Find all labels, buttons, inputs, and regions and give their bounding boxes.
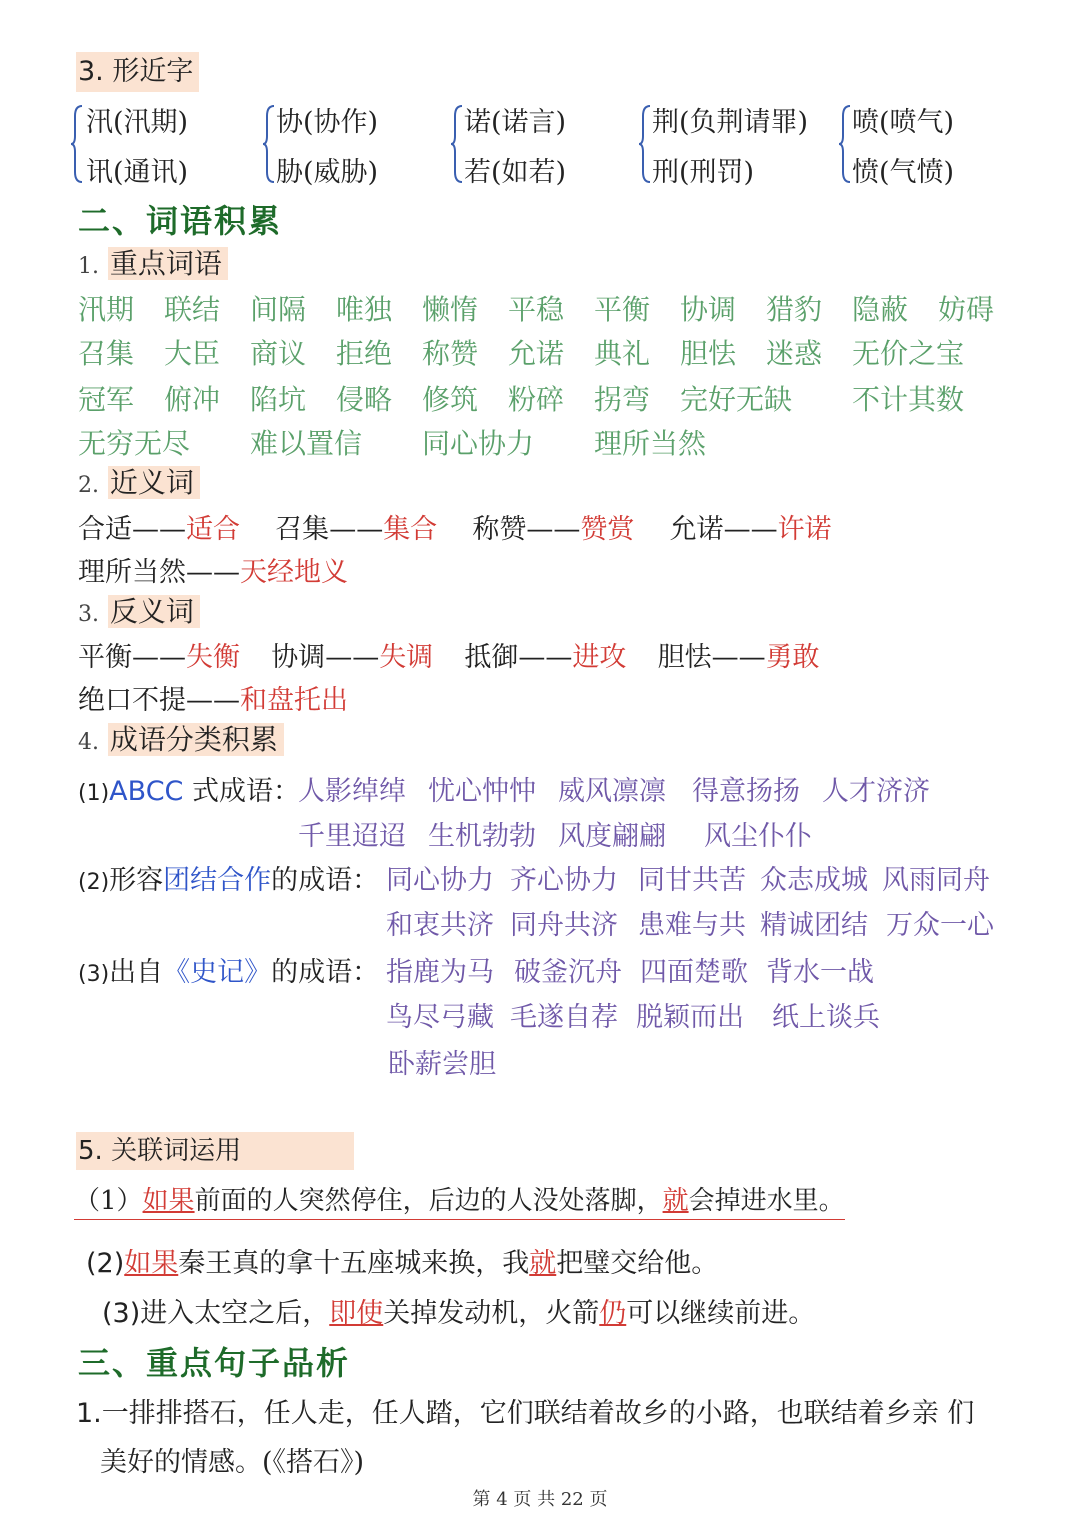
dash: —— [132,642,186,673]
word: 修筑 [422,383,479,416]
xjz-bottom: 胁(威胁) [276,157,379,188]
conj-word: 就 [529,1248,557,1279]
idiom: 得意扬扬 [692,776,800,807]
idiom: 同心协力 [386,865,494,896]
sub-heading-4 [78,720,284,763]
antonym-line [78,678,348,717]
heading-3: 三、重点句子品析 [78,1344,351,1382]
idiom: 和衷共济 [386,910,494,941]
sub-heading-5: 5. 关联词运用 [76,1132,354,1170]
cat-pre: 出自 [109,957,164,988]
idiom: 风度翩翩 [558,821,666,852]
cat-num: (3) [78,962,110,987]
brace-icon [638,104,652,184]
idiom: 生机勃勃 [428,821,536,852]
ant-word: 协调 [271,642,326,673]
cat-num: (1) [78,781,110,806]
sub-heading-3 [78,592,200,635]
word: 粉碎 [508,383,565,416]
dash: —— [723,514,778,545]
xjz-top: 诺(诺言) [464,107,567,138]
word: 侵略 [336,383,393,416]
dash: —— [518,642,573,673]
synonym-line [78,550,348,589]
word: 猎豹 [766,293,823,326]
idiom: 背水一战 [766,957,874,988]
conj-num: (3) [102,1298,141,1329]
idiom-cat-2-label [78,858,379,897]
word: 陷坑 [250,383,307,416]
word: 冠军 [78,383,135,416]
word: 同心协力 [422,427,535,460]
sub-num: 1. [78,254,99,279]
sub-num: 2. [78,473,99,498]
brace-icon [838,104,852,184]
cat-post: 的成语： [271,957,380,988]
word: 俯冲 [164,383,221,416]
heading-2: 二、词语积累 [78,202,283,240]
cat-label: 式成语： [192,776,300,807]
ant-word: 平衡 [78,642,132,673]
word: 典礼 [594,337,651,370]
dash: —— [526,514,581,545]
idiom: 纸上谈兵 [772,1002,880,1033]
word: 妨碍 [938,293,995,326]
sub-heading-2 [78,463,200,506]
conj-word: 就 [662,1186,689,1216]
dash: —— [186,557,240,588]
sentence-1-line1 [76,1391,974,1430]
ant-word: 绝口不提 [78,685,186,716]
word: 不计其数 [852,383,965,416]
idiom: 同舟共济 [510,910,618,941]
syn-word: 召集 [275,514,330,545]
xjz-top: 协(协作) [276,107,379,138]
word: 完好无缺 [680,383,793,416]
cat-num: (2) [78,870,110,895]
syn-answer: 集合 [383,514,438,545]
syn-answer: 赞赏 [580,514,635,545]
word: 拐弯 [594,383,651,416]
conj-text: 会掉进水里。 [688,1186,845,1216]
dash: —— [132,514,186,545]
conj-sentence-1 [74,1180,845,1220]
sentence-1-line2: 美好的情感。(《搭石》) [100,1447,365,1478]
word: 大臣 [164,337,221,370]
idiom: 人才济济 [822,776,930,807]
word: 联结 [164,293,221,326]
dash: —— [711,642,766,673]
word: 无穷无尽 [78,427,191,460]
conj-word: 即使 [329,1298,384,1329]
idiom: 脱颖而出 [636,1002,744,1033]
word: 平稳 [508,293,565,326]
idiom: 风尘仆仆 [704,821,812,852]
idiom: 威风凛凛 [558,776,666,807]
cat-pre: 形容 [109,865,164,896]
idiom: 风雨同舟 [882,865,990,896]
syn-word: 称赞 [472,514,527,545]
word: 商议 [250,337,307,370]
word: 平衡 [594,293,651,326]
xjz-bottom: 若(如若) [464,157,567,188]
ant-answer: 和盘托出 [240,685,348,716]
antonym-line [78,635,820,674]
idiom-cat-1-label [78,769,300,808]
xjz-bottom: 刑(刑罚) [652,157,755,188]
idiom: 患难与共 [638,910,746,941]
idiom: 毛遂自荐 [510,1002,618,1033]
conj-sentence-3 [102,1291,815,1330]
syn-answer: 天经地义 [240,557,348,588]
xjz-top: 喷(喷气) [852,107,955,138]
xjz-top: 汛(汛期) [86,107,189,138]
idiom: 千里迢迢 [298,821,406,852]
idiom: 人影绰绰 [298,776,406,807]
syn-answer: 许诺 [777,514,832,545]
conj-num: (2) [86,1248,125,1279]
xjz-bottom: 愤(气愤) [852,157,955,188]
sub-title: 近义词 [108,466,200,499]
brace-icon [70,104,84,184]
ant-word: 胆怯 [657,642,712,673]
sub-title: 反义词 [108,595,200,628]
idiom-cat-3-label [78,950,379,989]
ant-answer: 失调 [379,642,434,673]
word: 间隔 [250,293,307,326]
idiom: 指鹿为马 [386,957,494,988]
conj-word: 仍 [599,1298,627,1329]
word: 协调 [680,293,737,326]
idiom: 四面楚歌 [640,957,748,988]
idiom: 众志成城 [760,865,868,896]
sub-num: 4. [78,730,99,755]
conj-text: 把璧交给他。 [556,1248,719,1279]
word: 召集 [78,337,135,370]
idiom: 卧薪尝胆 [388,1049,496,1080]
dash: —— [329,514,384,545]
word: 隐蔽 [852,293,909,326]
word: 胆怯 [680,337,737,370]
conj-sentence-2 [86,1241,718,1280]
brace-icon [262,104,276,184]
word: 难以置信 [250,427,363,460]
cat-post: 的成语： [271,865,380,896]
word: 迷惑 [766,337,823,370]
conj-text: 进入太空之后， [140,1298,330,1329]
idiom: 万众一心 [886,910,994,941]
idiom: 鸟尽弓藏 [386,1002,494,1033]
word: 唯独 [336,293,393,326]
xjz-bottom: 讯(通讯) [86,157,189,188]
ant-answer: 进攻 [572,642,627,673]
conj-word: 如果 [142,1186,195,1216]
cat-highlight: 《史记》 [163,957,272,988]
ant-answer: 失衡 [186,642,240,673]
syn-answer: 适合 [186,514,240,545]
dash: —— [186,685,240,716]
conj-num: （1） [74,1186,143,1216]
word: 懒惰 [422,293,479,326]
word: 允诺 [508,337,565,370]
sub-title: 成语分类积累 [108,723,284,756]
page-footer: 第 4 页 共 22 页 [472,1489,608,1510]
word: 拒绝 [336,337,393,370]
ant-word: 抵御 [464,642,519,673]
conj-text: 可以继续前进。 [626,1298,816,1329]
word: 理所当然 [594,427,707,460]
cat-highlight: 团结合作 [163,865,272,896]
word: 称赞 [422,337,479,370]
idiom: 忧心忡忡 [428,776,536,807]
idiom: 齐心协力 [510,865,618,896]
syn-word: 理所当然 [78,557,186,588]
word: 无价之宝 [852,337,965,370]
dash: —— [325,642,380,673]
conj-word: 如果 [124,1248,179,1279]
synonym-line [78,507,832,546]
ant-answer: 勇敢 [765,642,820,673]
word: 汛期 [78,293,135,326]
sub-title: 重点词语 [108,247,228,280]
idiom: 破釜沉舟 [514,957,622,988]
xjz-top: 荆(负荆请罪) [652,107,809,138]
sentence-num: 1. [76,1398,102,1429]
conj-text: 关掉发动机，火箭 [383,1298,600,1329]
section-title-xjz: 3. 形近字 [76,52,199,92]
sub-heading-1 [78,244,228,287]
idiom: 同甘共苦 [638,865,746,896]
idiom: 精诚团结 [760,910,868,941]
conj-text: 前面的人突然停住，后边的人没处落脚， [194,1186,663,1216]
sentence-text: 一排排搭石，任人走，任人踏，它们联结着故乡的小路，也联结着乡亲 们 [101,1398,975,1429]
conj-text: 秦王真的拿十五座城来换，我 [178,1248,530,1279]
syn-word: 合适 [78,514,132,545]
brace-icon [450,104,464,184]
cat-highlight: ABCC [109,776,184,807]
sub-num: 3. [78,602,99,627]
syn-word: 允诺 [669,514,724,545]
